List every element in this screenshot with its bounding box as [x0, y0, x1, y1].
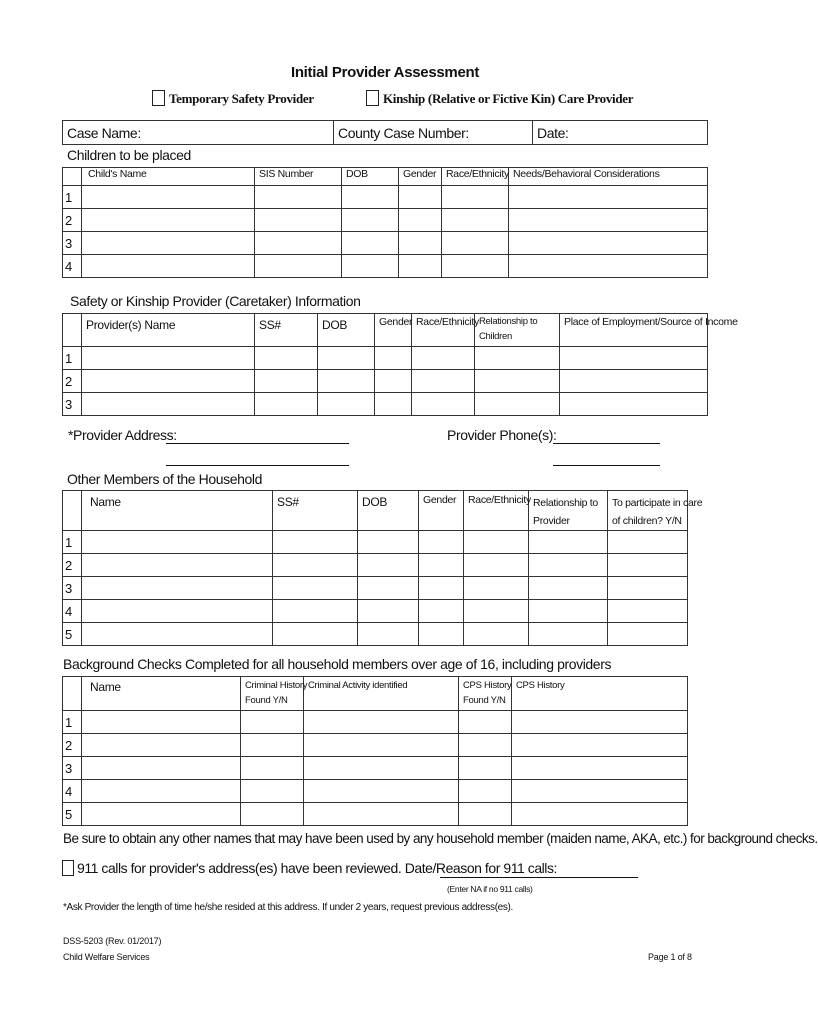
table-cell[interactable] — [82, 209, 255, 232]
table-cell[interactable] — [358, 623, 419, 646]
table-cell[interactable] — [82, 232, 255, 255]
page-title: Initial Provider Assessment — [290, 64, 480, 81]
table-cell[interactable] — [442, 186, 509, 209]
table-cell[interactable] — [608, 623, 688, 646]
table-cell[interactable] — [509, 232, 708, 255]
table-cell[interactable] — [512, 803, 688, 826]
table-cell[interactable] — [560, 347, 708, 370]
household-col-participate — [608, 491, 703, 531]
row-number: 4 — [63, 600, 82, 623]
provider-address-line-1[interactable] — [166, 443, 349, 444]
table-cell[interactable] — [412, 347, 475, 370]
date-field[interactable] — [533, 121, 708, 145]
table-cell[interactable] — [255, 255, 342, 278]
table-cell[interactable] — [82, 531, 273, 554]
children-col-name: Child's Name — [82, 168, 255, 186]
table-cell[interactable] — [529, 623, 608, 646]
table-cell[interactable] — [475, 370, 560, 393]
household-col-participate-line2: of children? Y/N — [612, 515, 682, 527]
table-cell[interactable] — [273, 600, 358, 623]
table-cell[interactable] — [375, 370, 412, 393]
row-number: 2 — [63, 370, 82, 393]
case-name-field[interactable] — [63, 121, 334, 145]
table-cell[interactable] — [608, 531, 688, 554]
table-row — [63, 370, 708, 393]
provider-col-dob: DOB — [318, 314, 375, 347]
table-row — [63, 531, 688, 554]
table-cell[interactable] — [442, 209, 509, 232]
row-number: 5 — [63, 623, 82, 646]
table-cell[interactable] — [419, 600, 464, 623]
table-cell[interactable] — [399, 186, 442, 209]
table-cell[interactable] — [342, 186, 399, 209]
table-cell[interactable] — [464, 531, 529, 554]
table-cell[interactable] — [82, 347, 255, 370]
children-col-gender: Gender — [399, 168, 442, 186]
kinship-provider-label: Kinship (Relative or Fictive Kin) Care Provider — [383, 91, 634, 106]
table-cell[interactable] — [399, 255, 442, 278]
temporary-provider-label: Temporary Safety Provider — [169, 91, 314, 106]
provider-col-relationship — [475, 314, 560, 347]
household-col-participate-line1: To participate in care — [612, 497, 703, 509]
children-header-row — [63, 168, 708, 186]
temporary-provider-option[interactable] — [152, 90, 314, 107]
table-cell[interactable] — [419, 531, 464, 554]
agency-name: Child Welfare Services — [63, 952, 150, 962]
row-number: 3 — [63, 393, 82, 416]
table-cell[interactable] — [273, 623, 358, 646]
row-number: 3 — [63, 757, 82, 780]
table-row — [63, 623, 688, 646]
provider-col-relationship-line1: Relationship to — [479, 316, 538, 327]
table-cell[interactable] — [464, 600, 529, 623]
row-number: 2 — [63, 209, 82, 232]
table-cell[interactable] — [318, 393, 375, 416]
county-case-number-field[interactable] — [334, 121, 533, 145]
table-row — [63, 209, 708, 232]
provider-phone-line-1[interactable] — [553, 443, 660, 444]
table-cell[interactable] — [82, 757, 241, 780]
county-case-number-label: County Case Number: — [338, 124, 469, 141]
table-cell[interactable] — [318, 347, 375, 370]
table-cell[interactable] — [273, 531, 358, 554]
household-num-header — [63, 491, 82, 531]
table-row — [63, 554, 688, 577]
table-cell[interactable] — [82, 803, 241, 826]
table-row — [63, 577, 688, 600]
table-cell[interactable] — [512, 757, 688, 780]
background-heading: Background Checks Completed for all household members over age of 16, including providers — [63, 656, 612, 672]
enter-na-note: (Enter NA if no 911 calls) — [447, 884, 533, 894]
table-cell[interactable] — [560, 370, 708, 393]
row-number: 1 — [63, 347, 82, 370]
table-cell[interactable] — [304, 711, 459, 734]
row-number: 5 — [63, 803, 82, 826]
case-name-label: Case Name: — [67, 124, 141, 141]
household-heading: Other Members of the Household — [67, 471, 262, 487]
children-num-header — [63, 168, 82, 186]
row-number: 3 — [63, 577, 82, 600]
table-cell[interactable] — [304, 757, 459, 780]
provider-table — [62, 313, 738, 416]
household-col-relationship-line2: Provider — [533, 515, 570, 527]
table-cell[interactable] — [442, 255, 509, 278]
provider-col-relationship-line2: Children — [479, 331, 512, 342]
table-cell[interactable] — [342, 255, 399, 278]
table-cell[interactable] — [358, 554, 419, 577]
table-cell[interactable] — [608, 554, 688, 577]
provider-col-ss: SS# — [255, 314, 318, 347]
table-cell[interactable] — [82, 623, 273, 646]
table-cell[interactable] — [358, 600, 419, 623]
table-row — [63, 803, 688, 826]
children-col-sis: SIS Number — [255, 168, 342, 186]
page-number: Page 1 of 8 — [648, 952, 692, 962]
table-cell[interactable] — [358, 531, 419, 554]
table-cell[interactable] — [529, 577, 608, 600]
household-col-gender: Gender — [419, 491, 464, 531]
table-cell[interactable] — [419, 623, 464, 646]
table-row — [63, 347, 708, 370]
table-cell[interactable] — [459, 780, 512, 803]
table-cell[interactable] — [412, 370, 475, 393]
background-col-name: Name — [82, 677, 241, 711]
household-col-race: Race/Ethnicity — [464, 491, 529, 531]
table-cell[interactable] — [273, 577, 358, 600]
table-row — [63, 780, 688, 803]
date-label: Date: — [537, 124, 569, 141]
table-cell[interactable] — [318, 370, 375, 393]
table-cell[interactable] — [82, 780, 241, 803]
table-cell[interactable] — [255, 347, 318, 370]
table-cell[interactable] — [241, 780, 304, 803]
table-cell[interactable] — [608, 600, 688, 623]
case-header-table — [62, 120, 708, 145]
table-cell[interactable] — [419, 554, 464, 577]
table-row — [63, 757, 688, 780]
table-cell[interactable] — [509, 186, 708, 209]
provider-col-employment: Place of Employment/Source of Income — [560, 314, 708, 347]
table-cell[interactable] — [412, 393, 475, 416]
table-cell[interactable] — [399, 232, 442, 255]
row-number: 3 — [63, 232, 82, 255]
kinship-provider-checkbox[interactable] — [366, 90, 379, 106]
background-col-cps-line1: CPS History — [463, 680, 512, 691]
children-col-dob: DOB — [342, 168, 399, 186]
household-col-name: Name — [82, 491, 273, 531]
children-col-needs: Needs/Behavioral Considerations — [509, 168, 708, 186]
table-row — [63, 255, 708, 278]
background-col-cps-history: CPS History — [512, 677, 688, 711]
table-cell[interactable] — [82, 393, 255, 416]
table-cell[interactable] — [241, 757, 304, 780]
table-cell[interactable] — [82, 734, 241, 757]
household-col-relationship — [529, 491, 608, 531]
background-col-activity: Criminal Activity identified — [304, 677, 459, 711]
background-num-header — [63, 677, 82, 711]
table-cell[interactable] — [304, 803, 459, 826]
table-cell[interactable] — [512, 711, 688, 734]
table-row — [63, 711, 688, 734]
kinship-provider-option[interactable] — [366, 90, 633, 107]
row-number: 4 — [63, 255, 82, 278]
table-cell[interactable] — [342, 209, 399, 232]
background-col-cps-line2: Found Y/N — [463, 695, 506, 706]
table-cell[interactable] — [241, 711, 304, 734]
table-cell[interactable] — [255, 370, 318, 393]
table-cell[interactable] — [82, 577, 273, 600]
table-cell[interactable] — [459, 757, 512, 780]
provider-num-header — [63, 314, 82, 347]
other-names-note: Be sure to obtain any other names that may have been used by any household member (maiden name, AKA, etc.) for background checks. — [63, 831, 818, 846]
temporary-provider-checkbox[interactable] — [152, 90, 165, 106]
table-cell[interactable] — [241, 734, 304, 757]
ask-provider-note: *Ask Provider the length of time he/she resided at this address. If under 2 years, request previous address(es). — [63, 902, 513, 913]
children-col-race: Race/Ethnicity — [442, 168, 509, 186]
background-col-cps — [459, 677, 512, 711]
table-cell[interactable] — [255, 393, 318, 416]
row-number: 1 — [63, 186, 82, 209]
background-col-criminal-line2: Found Y/N — [245, 695, 288, 706]
table-cell[interactable] — [464, 577, 529, 600]
background-col-criminal-line1: Criminal History — [245, 680, 308, 691]
table-row — [63, 734, 688, 757]
provider-col-race: Race/Ethnicity — [412, 314, 475, 347]
form-number: DSS-5203 (Rev. 01/2017) — [63, 936, 162, 946]
provider-col-gender: Gender — [375, 314, 412, 347]
table-cell[interactable] — [342, 232, 399, 255]
table-cell[interactable] — [509, 209, 708, 232]
table-cell[interactable] — [509, 255, 708, 278]
calls-911-checkbox[interactable] — [62, 860, 74, 876]
table-cell[interactable] — [512, 734, 688, 757]
table-cell[interactable] — [255, 209, 342, 232]
table-cell[interactable] — [375, 393, 412, 416]
table-cell[interactable] — [464, 623, 529, 646]
provider-phone-label: Provider Phone(s): — [447, 427, 557, 443]
row-number: 2 — [63, 554, 82, 577]
background-header-row — [63, 677, 688, 711]
household-col-ss: SS# — [273, 491, 358, 531]
calls-911-item[interactable] — [62, 860, 557, 876]
table-cell[interactable] — [241, 803, 304, 826]
provider-phone-line-2[interactable] — [553, 465, 660, 466]
table-cell[interactable] — [273, 554, 358, 577]
table-cell[interactable] — [459, 711, 512, 734]
table-cell[interactable] — [255, 186, 342, 209]
table-cell[interactable] — [529, 554, 608, 577]
provider-address-label: *Provider Address: — [68, 427, 177, 443]
children-heading: Children to be placed — [67, 147, 191, 163]
children-table — [62, 167, 708, 278]
provider-col-name: Provider(s) Name — [82, 314, 255, 347]
table-cell[interactable] — [375, 347, 412, 370]
row-number: 1 — [63, 531, 82, 554]
table-row — [63, 393, 708, 416]
row-number: 2 — [63, 734, 82, 757]
table-row — [63, 600, 688, 623]
table-cell[interactable] — [82, 186, 255, 209]
table-cell[interactable] — [358, 577, 419, 600]
table-cell[interactable] — [419, 577, 464, 600]
table-cell[interactable] — [82, 255, 255, 278]
row-number: 4 — [63, 780, 82, 803]
table-cell[interactable] — [82, 554, 273, 577]
table-cell[interactable] — [608, 577, 688, 600]
background-col-criminal — [241, 677, 308, 711]
provider-address-line-2[interactable] — [166, 465, 349, 466]
table-cell[interactable] — [512, 780, 688, 803]
table-cell[interactable] — [459, 734, 512, 757]
table-cell[interactable] — [82, 711, 241, 734]
household-col-dob: DOB — [358, 491, 419, 531]
table-cell[interactable] — [475, 347, 560, 370]
table-cell[interactable] — [560, 393, 708, 416]
calls-911-line[interactable] — [440, 877, 638, 878]
table-cell[interactable] — [255, 232, 342, 255]
household-col-relationship-line1: Relationship to — [533, 497, 598, 509]
table-cell[interactable] — [399, 209, 442, 232]
provider-header-row — [63, 314, 708, 347]
calls-911-label: 911 calls for provider's address(es) have been reviewed. Date/Reason for 911 calls: — [77, 860, 557, 876]
table-cell[interactable] — [475, 393, 560, 416]
table-cell[interactable] — [82, 600, 273, 623]
table-cell[interactable] — [529, 531, 608, 554]
table-cell[interactable] — [304, 734, 459, 757]
table-row — [63, 186, 708, 209]
table-cell[interactable] — [464, 554, 529, 577]
household-header-row — [63, 491, 688, 531]
table-row — [63, 232, 708, 255]
background-table — [62, 676, 688, 826]
table-cell[interactable] — [459, 803, 512, 826]
table-cell[interactable] — [304, 780, 459, 803]
table-cell[interactable] — [442, 232, 509, 255]
row-number: 1 — [63, 711, 82, 734]
household-table — [62, 490, 703, 646]
table-cell[interactable] — [529, 600, 608, 623]
provider-heading: Safety or Kinship Provider (Caretaker) Information — [70, 293, 361, 309]
table-cell[interactable] — [82, 370, 255, 393]
